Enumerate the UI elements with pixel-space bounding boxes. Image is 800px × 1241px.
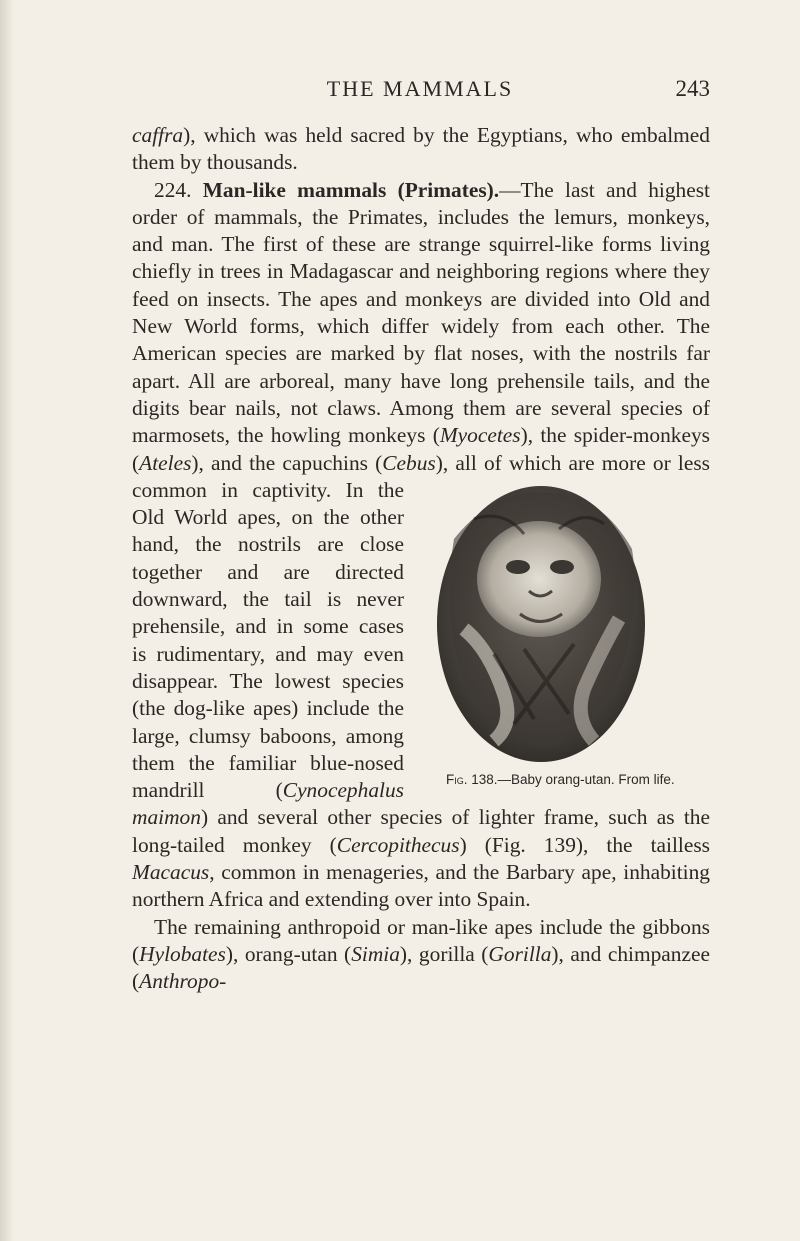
section-heading: Man-like mammals (Primates). bbox=[202, 177, 500, 202]
page-header bbox=[130, 76, 710, 106]
genus-name: Anthropo- bbox=[139, 969, 227, 994]
genus-name: Cercopithecus bbox=[336, 832, 460, 857]
genus-name: Simia bbox=[351, 941, 400, 966]
figure-caption bbox=[418, 771, 718, 789]
genus-name: Myocetes bbox=[439, 423, 521, 448]
genus-name: Ateles bbox=[139, 450, 192, 475]
genus-name: Hylobates bbox=[139, 941, 226, 966]
genus-name: Cebus bbox=[382, 450, 436, 475]
genus-name: Cynocephalus maimon bbox=[132, 778, 404, 830]
paragraph-anthropoids: The remaining anthropoid or man-like apes include the gibbons (Hylobates), orang-utan (Simia), gorilla (Gorilla), and chimpanzee (Anthropo- bbox=[132, 914, 710, 994]
page-number: 243 bbox=[675, 76, 710, 101]
paragraph-primates: 224. Man-like mammals (Primates).—The last and highest order of mammals, the Primates, includes the lemurs, monkeys, and man. The first of these are strange squirrel-like forms living chiefly in trees in Madagascar and neighboring regions where they feed on insects. The apes and monkeys are divided into Old and New World forms, which differ widely from each other. The American species are marked by flat noses, with the nostrils far apart. All are arboreal, many have long prehensile tails, and the digits bear nails, not claws. Among them are several species of marmosets, the howling monkeys (Myocetes), the spider-monkeys (Ateles), and the capuchins (Cebus Fig. 138.—Baby orang-utan. From life. ), all of which are more or less common in captivity. In the Old World apes, on the other hand, the nostrils are close together and are directed downward, the tail is never prehensile, and in some cases is rudimentary, and may even disappear. The lowest species (the dog-like apes) include the large, clumsy baboons, among them the familiar blue-nosed mandrill (Cynocephalus maimon) and several other species of lighter frame, such as the long-tailed monkey (Cercopithecus) (Fig. 139), the tailless Macacus, common in menageries, and the Barbary ape, inhabiting northern Africa and extending over into Spain. bbox=[132, 177, 710, 914]
running-head: THE MAMMALS bbox=[326, 76, 514, 101]
figure-label: Fig. 138. bbox=[446, 771, 498, 787]
figure-orang-utan bbox=[418, 479, 718, 789]
baby-orang-utan-illustration bbox=[434, 479, 648, 765]
genus-name: caffra bbox=[132, 123, 184, 147]
figure-caption-text: —Baby orang-utan. From life. bbox=[497, 771, 675, 787]
genus-name: Gorilla bbox=[488, 941, 552, 966]
page-gutter-shadow bbox=[0, 0, 14, 1241]
body-text bbox=[132, 122, 710, 996]
paragraph-continuation: caffra), which was held sacred by the Egyptians, who embalmed them by thousands. bbox=[132, 123, 710, 175]
genus-name: Macacus bbox=[132, 860, 210, 885]
section-number: 224. bbox=[154, 177, 192, 202]
